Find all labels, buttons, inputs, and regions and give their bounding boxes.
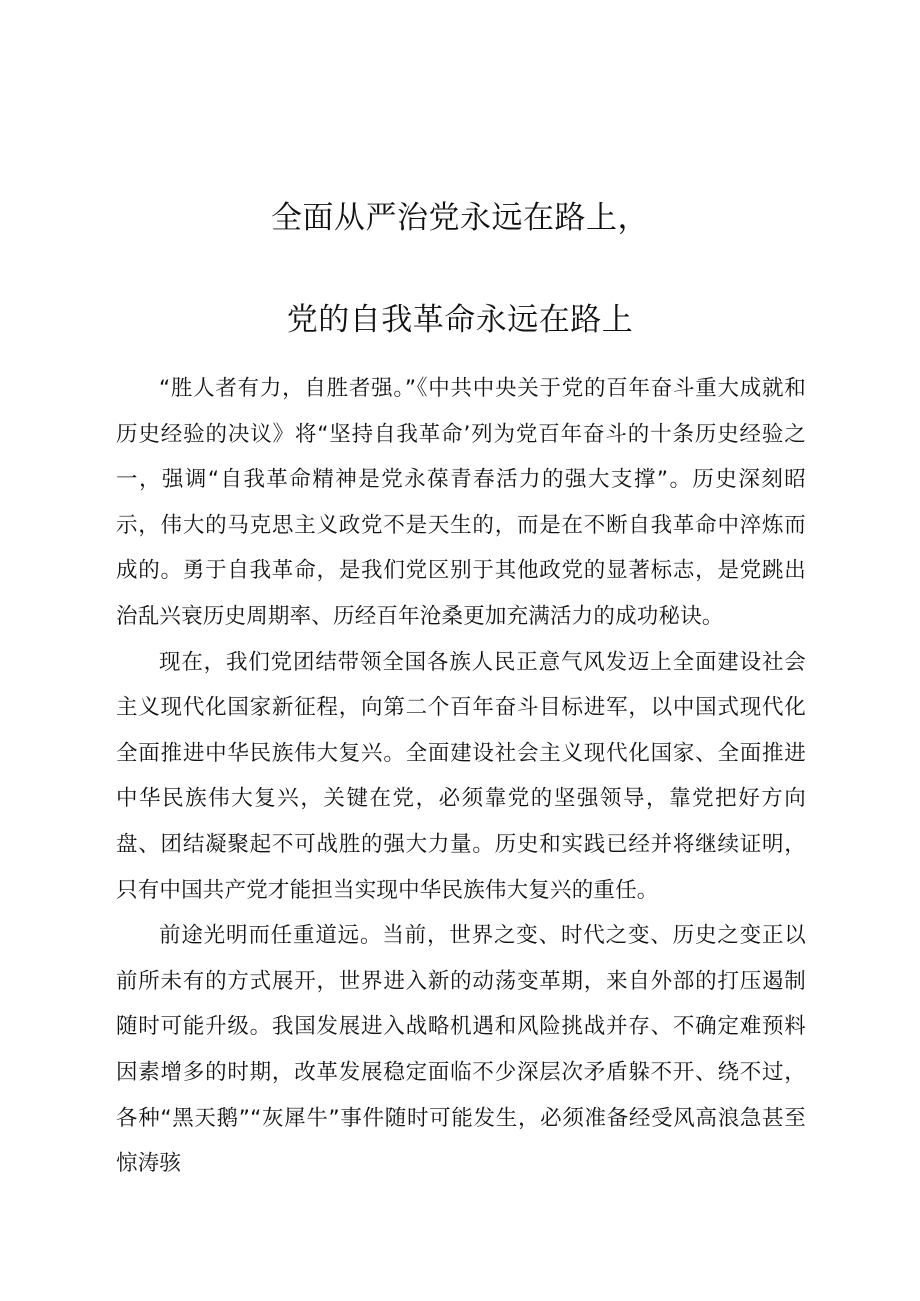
document-title-line-2: 党的自我革命永远在路上 (286, 302, 634, 338)
paragraph: 现在，我们党团结带领全国各族人民正意气风发迈上全面建设社会主义现代化国家新征程，向第二个百年奋斗目标进军，以中国式现代化全面推进中华民族伟大复兴。全面建设社会主义现代化国家、全面推进中华民族伟大复兴，关键在党，必须靠党的坚强领导，靠党把好方向盘、团结凝聚起不可战胜的强大力量。历史和实践已经并将继续证明，只有中国共产党才能担当实现中华民族伟大复兴的重任。 (116, 649, 806, 903)
document-title-line-1: 全面从严治党永远在路上， (271, 200, 649, 236)
document-body (116, 366, 806, 1187)
paragraph: “胜人者有力，自胜者强。”《中共中央关于党的百年奋斗重大成就和历史经验的决议》将“坚持自我革命’列为党百年奋斗的十条历史经验之一，强调“自我革命精神是党永葆青春活力的强大支撑”。历史深刻昭示，伟大的马克思主义政党不是天生的，而是在不断自我革命中淬炼而成的。勇于自我革命，是我们党区别于其他政党的显著标志，是党跳出治乱兴衰历史周期率、历经百年沧桑更加充满活力的成功秘诀。 (116, 376, 806, 629)
paragraph: 前途光明而任重道远。当前，世界之变、时代之变、历史之变正以前所未有的方式展开，世界进入新的动荡变革期，来自外部的打压遏制随时可能升级。我国发展进入战略机遇和风险挑战并存、不确定难预料因素增多的时期，改革发展稳定面临不少深层次矛盾躲不开、绕不过，各种“黑天鹅”“灰犀牛”事件随时可能发生，必须准备经受风高浪急甚至惊涛骇 (116, 923, 806, 1177)
